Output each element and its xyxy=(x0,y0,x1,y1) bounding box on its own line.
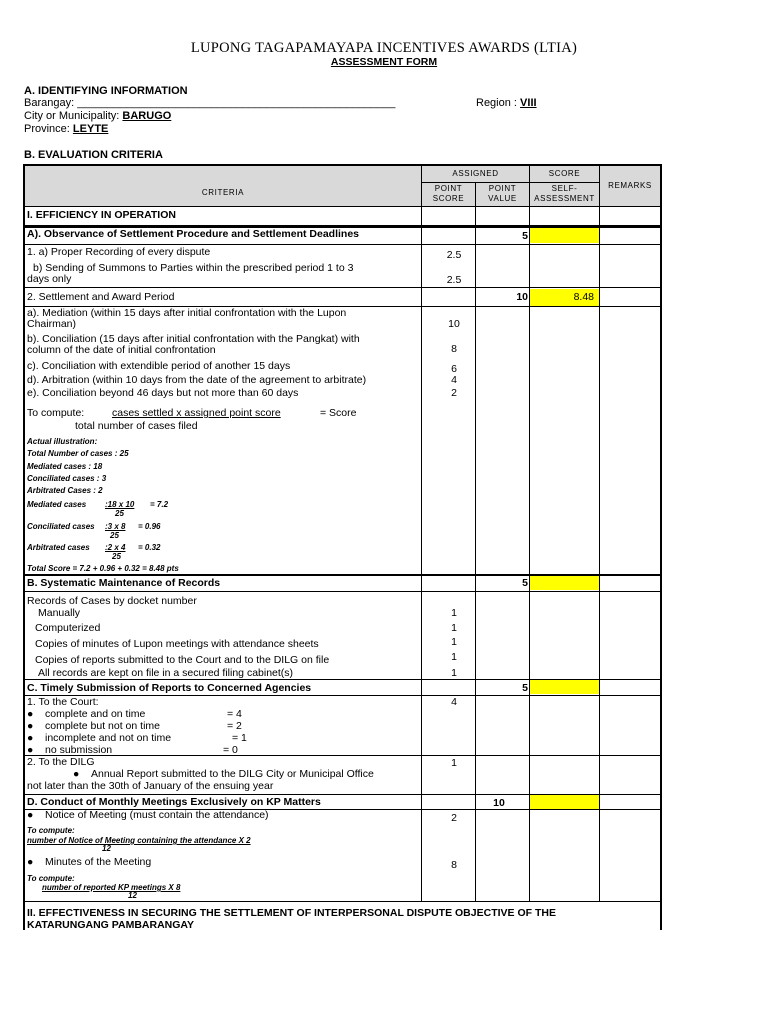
self-assessment-c xyxy=(530,680,599,694)
calc-arbitrated-result: = 0.32 xyxy=(138,543,161,552)
notice-bullet: ● xyxy=(27,809,34,821)
records-item-score: 1 xyxy=(451,651,457,663)
self-assessment-a xyxy=(530,227,599,243)
mediation-line2: Chairman) xyxy=(27,318,77,330)
minutes-line: Minutes of the Meeting xyxy=(45,856,152,868)
extendible-score: 6 xyxy=(451,363,457,375)
bullet-label: complete but not on time xyxy=(45,720,160,732)
compute1-label: To compute: xyxy=(27,826,75,835)
compute1-numerator: number of Notice of Meeting containing the attendance X 2 xyxy=(27,836,251,845)
bullet-value: = 4 xyxy=(227,708,242,720)
bullet-item: ● xyxy=(27,720,34,732)
compute2-denominator: 12 xyxy=(128,891,137,900)
mediation-line1: a). Mediation (within 15 days after initial confrontation with the Lupon xyxy=(27,307,347,319)
compute1-denominator: 12 xyxy=(102,844,111,853)
bullet-value: = 1 xyxy=(232,732,247,744)
city-value: BARUGO xyxy=(122,110,172,122)
item-1a-score: 2.5 xyxy=(446,249,462,261)
form-title: LUPONG TAGAPAMAYAPA INCENTIVES AWARDS (LTIA) xyxy=(190,40,578,56)
beyond-score: 2 xyxy=(451,387,457,399)
dilg-score: 1 xyxy=(451,757,457,769)
dilg-bullet: ● xyxy=(73,768,80,780)
criterion-a-heading: A). Observance of Settlement Procedure and Settlement Deadlines xyxy=(27,228,360,240)
header-assigned: ASSIGNED xyxy=(452,169,499,178)
item-1b-line1: b) Sending of Summons to Parties within the prescribed period 1 to 3 xyxy=(33,262,354,274)
item-2-self: 8.48 xyxy=(573,291,594,303)
calc-arbitrated-label: Arbitrated cases xyxy=(27,543,90,552)
form-subtitle: ASSESSMENT FORM xyxy=(330,56,438,68)
bullet-item: ● xyxy=(27,744,34,756)
dilg-desc-line2: not later than the 30th of January of the ensuing year xyxy=(27,780,274,792)
bullet-label: complete and on time xyxy=(45,708,146,720)
calc-conciliated-den: 25 xyxy=(110,531,119,540)
records-item-score: 1 xyxy=(451,622,457,634)
item-1b-score: 2.5 xyxy=(446,274,462,286)
total-score: Total Score = 7.2 + 0.96 + 0.32 = 8.48 pts xyxy=(27,564,179,573)
beyond-line: e). Conciliation beyond 46 days but not more than 60 days xyxy=(27,387,299,399)
illustration-title: Actual illustration: xyxy=(27,437,98,446)
notice-line: Notice of Meeting (must contain the attendance) xyxy=(45,809,269,821)
compute-equals: = Score xyxy=(320,407,357,419)
item-2: 2. Settlement and Award Period xyxy=(27,291,175,303)
dilg-line: 2. To the DILG xyxy=(27,756,95,768)
item-1a: 1. a) Proper Recording of every dispute xyxy=(27,246,211,258)
bullet-item: ● xyxy=(27,732,34,744)
calc-mediated-den: 25 xyxy=(115,509,124,518)
criterion-c-heading: C. Timely Submission of Reports to Concerned Agencies xyxy=(27,682,312,694)
mediation-score: 10 xyxy=(448,318,460,330)
arbitration-line: d). Arbitration (within 10 days from the date of the agreement to arbitrate) xyxy=(27,374,367,386)
self-assessment-b xyxy=(530,576,599,590)
bullet-value: = 0 xyxy=(223,744,238,756)
city-label: City or Municipality: xyxy=(24,110,120,122)
section-2-line1: II. EFFECTIVENESS IN SECURING THE SETTLEMENT OF INTERPERSONAL DISPUTE OBJECTIVE OF THE xyxy=(27,907,556,919)
evaluation-heading: B. EVALUATION CRITERIA xyxy=(24,149,163,161)
barangay-value: ____________________________________________________ xyxy=(77,97,396,109)
compute-label: To compute: xyxy=(27,407,85,419)
illustration-arbitrated: Arbitrated Cases : 2 xyxy=(27,486,103,495)
header-score: SCORE xyxy=(548,169,581,178)
court-line: 1. To the Court: xyxy=(27,696,99,708)
self-assessment-d xyxy=(530,795,599,809)
section-1-heading: I. EFFICIENCY IN OPERATION xyxy=(27,209,176,221)
header-point-score: POINT SCORE xyxy=(432,184,465,203)
bullet-label: no submission xyxy=(45,744,113,756)
minutes-score: 8 xyxy=(451,859,457,871)
illustration-conciliated: Conciliated cases : 3 xyxy=(27,474,107,483)
compute-numerator: cases settled x assigned point score xyxy=(112,407,281,419)
calc-arbitrated-num: :2 x 4 xyxy=(105,543,126,552)
criterion-c-value: 5 xyxy=(522,682,528,694)
calc-mediated-num: :18 x 10 xyxy=(105,500,135,509)
bullet-item: ● xyxy=(27,708,34,720)
calc-mediated-label: Mediated cases xyxy=(27,500,87,509)
conciliation-score: 8 xyxy=(451,343,457,355)
region-value: VIII xyxy=(520,97,537,109)
conciliation-line1: b). Conciliation (15 days after initial confrontation with the Pangkat) with xyxy=(27,333,360,345)
criterion-b-heading: B. Systematic Maintenance of Records xyxy=(27,577,221,589)
records-item: Copies of minutes of Lupon meetings with attendance sheets xyxy=(35,638,319,650)
calc-conciliated-result: = 0.96 xyxy=(138,522,161,531)
header-criteria: CRITERIA xyxy=(201,188,245,197)
bullet-value: = 2 xyxy=(227,720,242,732)
calc-conciliated-label: Conciliated cases xyxy=(27,522,95,531)
region-label: Region : xyxy=(476,97,517,109)
evaluation-table xyxy=(23,164,662,930)
minutes-bullet: ● xyxy=(27,856,34,868)
extendible-line: c). Conciliation with extendible period of another 15 days xyxy=(27,360,291,372)
criterion-a-value: 5 xyxy=(522,230,528,242)
criterion-d-heading: D. Conduct of Monthly Meetings Exclusively on KP Matters xyxy=(27,796,321,808)
city-line xyxy=(24,110,171,122)
calc-conciliated-num: :3 x 8 xyxy=(105,522,126,531)
records-item: All records are kept on file in a secured filing cabinet(s) xyxy=(38,667,294,679)
records-item-score: 1 xyxy=(451,667,457,679)
region-line xyxy=(476,97,537,109)
dilg-desc-line1: Annual Report submitted to the DILG City or Municipal Office xyxy=(91,768,374,780)
compute-denominator: total number of cases filed xyxy=(75,420,198,432)
illustration-total: Total Number of cases : 25 xyxy=(27,449,129,458)
province-label: Province: xyxy=(24,123,70,135)
barangay-label: Barangay: xyxy=(24,97,75,109)
province-line xyxy=(24,123,108,135)
identifying-heading: A. IDENTIFYING INFORMATION xyxy=(24,85,188,97)
calc-arbitrated-den: 25 xyxy=(112,552,121,561)
notice-score: 2 xyxy=(451,812,457,824)
compute2-label: To compute: xyxy=(27,874,75,883)
conciliation-line2: column of the date of initial confrontation xyxy=(27,344,216,356)
records-item: Manually xyxy=(38,607,81,619)
header-point-value: POINT VALUE xyxy=(488,184,517,203)
arbitration-score: 4 xyxy=(451,374,457,386)
records-item: Copies of reports submitted to the Court and to the DILG on file xyxy=(35,654,330,666)
compute2-numerator: number of reported KP meetings X 8 xyxy=(42,883,181,892)
item-1b-line2: days only xyxy=(27,273,72,285)
court-score: 4 xyxy=(451,696,457,708)
header-remarks: REMARKS xyxy=(608,181,652,190)
barangay-line xyxy=(24,97,395,109)
criterion-d-value: 10 xyxy=(493,797,505,809)
records-intro: Records of Cases by docket number xyxy=(27,595,197,607)
province-value: LEYTE xyxy=(72,123,109,135)
records-item: Computerized xyxy=(35,622,101,634)
item-2-value: 10 xyxy=(516,291,528,303)
criterion-b-value: 5 xyxy=(522,577,528,589)
bullet-label: incomplete and not on time xyxy=(45,732,172,744)
records-item-score: 1 xyxy=(451,636,457,648)
section-2-line2: KATARUNGANG PAMBARANGAY xyxy=(27,919,195,931)
calc-mediated-result: = 7.2 xyxy=(150,500,169,509)
illustration-mediated: Mediated cases : 18 xyxy=(27,462,103,471)
records-item-score: 1 xyxy=(451,607,457,619)
header-self-assessment: SELF- ASSESSMENT xyxy=(534,184,595,203)
